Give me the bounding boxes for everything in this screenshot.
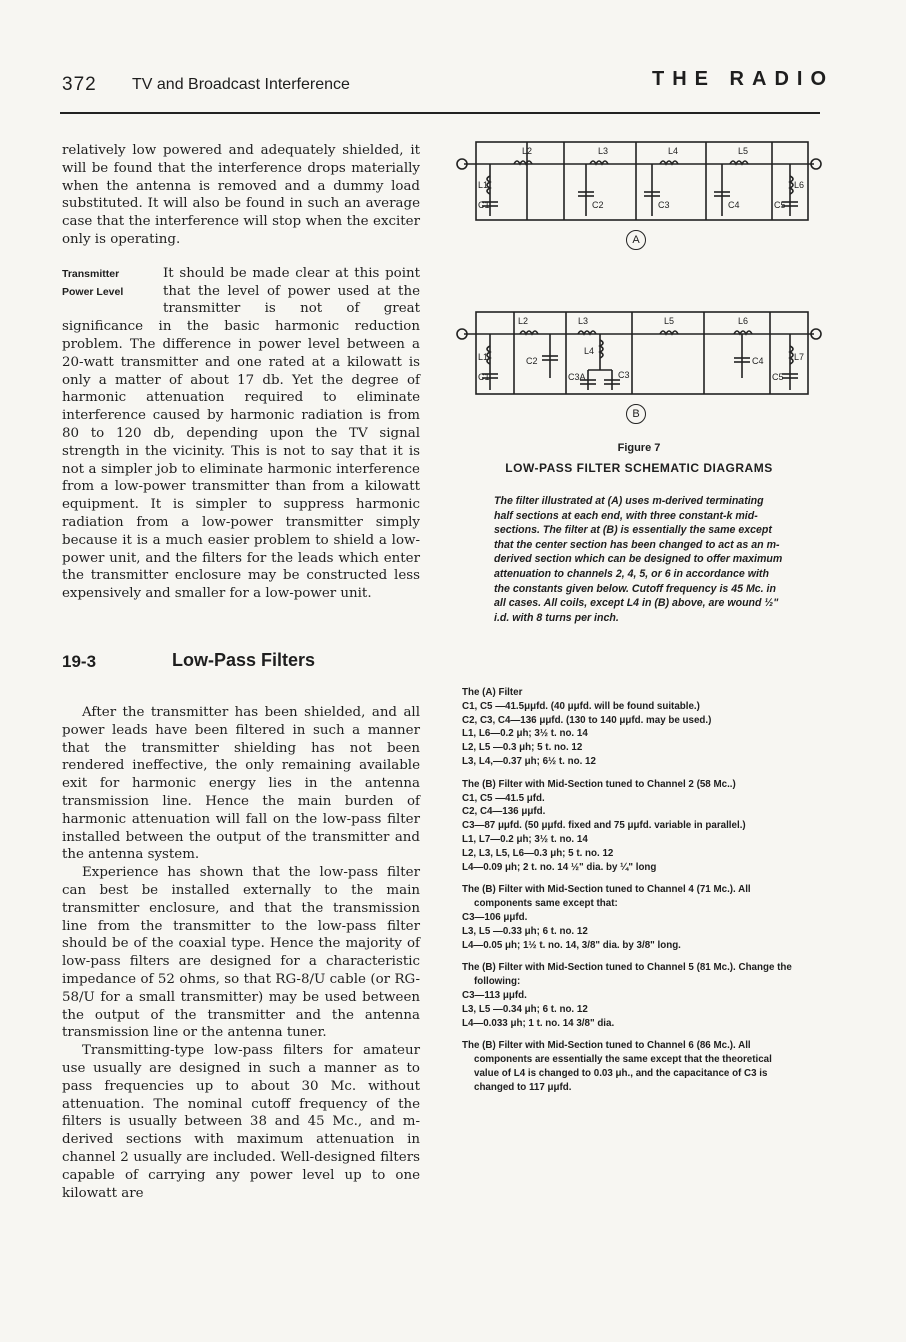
paragraph-cutoff: Transmitting-type low-pass filters for amateur use usually are designed in such a manner as to pass frequencies up to about 30 Mc. without attenuation. The nominal cutoff frequency of the filters is usually between 38 and 45 Mc., and m-derived sections with maximum attenuation in channel 2 usually are included. Well-designed filters capable of carrying any power level up to one kilowatt are bbox=[62, 1043, 420, 1201]
label-c1: C1 bbox=[478, 200, 490, 210]
parts-line: C3—106 μμfd. bbox=[462, 911, 528, 923]
paragraph-shielded: After the transmitter has been shielded, and all power leads have been filtered in such a manner that the transmitter shielding has not been rendered ineffective, the only remaining available exit for harmonic energy lies in the antenna transmission line. Hence the main burden of harmonic attenuation will fall on the low-pass filter installed between the output of the transmitter and the antenna system. bbox=[62, 705, 420, 863]
label-l1: L1 bbox=[478, 352, 489, 362]
parts-heading: The (B) Filter with Mid-Section tuned to Channel 6 (86 Mc.). All components are essentially the same except that the theoretical value of L4 is changed to 0.03 μh., and the capacitance of C3 is changed to 117 μμfd. bbox=[462, 1040, 772, 1093]
parts-line: C2, C4—136 μμfd. bbox=[462, 806, 546, 818]
section-title: Low-Pass Filters bbox=[172, 650, 316, 670]
parts-line: C3—87 μμfd. (50 μμfd. fixed and 75 μμfd. variable in parallel.) bbox=[462, 820, 746, 832]
parts-line: L2, L5 —0.3 μh; 5 t. no. 12 bbox=[462, 742, 583, 754]
diagram-a-label: A bbox=[626, 230, 646, 250]
parts-line: L1, L6—0.2 μh; 3½ t. no. 14 bbox=[462, 728, 588, 740]
parts-block-b-ch4 bbox=[462, 883, 792, 952]
parts-line: L3, L4,—0.37 μh; 6½ t. no. 12 bbox=[462, 755, 596, 767]
sidehead-transmitter-power-level bbox=[62, 265, 157, 309]
label-l5: L5 bbox=[664, 316, 675, 326]
parts-heading: The (B) Filter with Mid-Section tuned to Channel 5 (81 Mc.). Change the following: bbox=[462, 962, 792, 988]
label-c3a: C3A bbox=[568, 372, 586, 382]
parts-line: C1, C5 —41.5μμfd. (40 μμfd. will be found suitable.) bbox=[462, 700, 700, 712]
figure-caption: The filter illustrated at (A) uses m-derived terminating half sections at each end, with three constant-k mid-sections. The filter at (B) is essentially the same except that the center section has been changed to act as an m-derived section which can be designed to offer maximum attenuation to channels 2, 4, 5, or 6 in accordance with the constants given below. Cutoff frequency is 45 Mc. in all cases. All coils, except L4 in (B) above, are wound ½" i.d. with 8 turns per inch. bbox=[494, 495, 783, 624]
parts-line: L4—0.05 μh; 1½ t. no. 14, 3/8" dia. by 3/8" long. bbox=[462, 939, 681, 951]
parts-line: C3—113 μμfd. bbox=[462, 989, 527, 1001]
paragraph-power-level: It should be made clear at this point that the level of power used at the transmitter is not of great significance in the basic harmonic reduction problem. The difference in power level between a 20-watt transmitter and one rated at a kilowatt is only a matter of about 17 db. Yet the degree of harmonic attenuation required to eliminate interference caused by harmonic radiation is from 80 to 120 db, depending upon the TV signal strength in the vicinity. This is not to say that it is not a simpler job to eliminate harmonic interference from a low-power transmitter than from a kilowatt equipment. It is simpler to suppress harmonic radiation from a low-power transmitter simply because it is a much easier problem to shield a low-power unit, and the filters for the leads which enter the transmitter enclosure may be constructed less expensively and smaller for a low-power unit. bbox=[62, 265, 420, 602]
label-c4: C4 bbox=[728, 200, 740, 210]
parts-heading: The (A) Filter bbox=[462, 687, 523, 698]
left-column-bottom bbox=[62, 704, 420, 1202]
sidehead-line: Power Level bbox=[62, 285, 124, 298]
label-l2: L2 bbox=[522, 146, 533, 156]
parts-line: L3, L5 —0.34 μh; 6 t. no. 12 bbox=[462, 1003, 588, 1015]
label-l4: L4 bbox=[584, 346, 595, 356]
label-l6: L6 bbox=[738, 316, 749, 326]
diagram-b-label: B bbox=[626, 404, 646, 424]
label-l2: L2 bbox=[518, 316, 529, 326]
label-l3: L3 bbox=[598, 146, 609, 156]
parts-line: L3, L5 —0.33 μh; 6 t. no. 12 bbox=[462, 925, 588, 937]
label-c4: C4 bbox=[752, 356, 764, 366]
parts-block-b-ch5 bbox=[462, 961, 792, 1030]
label-l6: L6 bbox=[794, 180, 805, 190]
left-column-top bbox=[62, 142, 420, 603]
page-number: 372 bbox=[62, 74, 97, 95]
parts-line: L1, L7—0.2 μh; 3½ t. no. 14 bbox=[462, 833, 588, 845]
label-c3: C3 bbox=[658, 200, 670, 210]
parts-line: L4—0.09 μh; 2 t. no. 14 ½" dia. by ¼" long bbox=[462, 861, 657, 873]
parts-line: L2, L3, L5, L6—0.3 μh; 5 t. no. 12 bbox=[462, 847, 614, 859]
schematic-b-svg bbox=[454, 308, 824, 420]
figure-title: LOW-PASS FILTER SCHEMATIC DIAGRAMS bbox=[505, 461, 773, 475]
parts-heading: The (B) Filter with Mid-Section tuned to Channel 2 (58 Mc..) bbox=[462, 778, 736, 790]
parts-block-b-ch6 bbox=[462, 1039, 792, 1094]
parts-heading: The (B) Filter with Mid-Section tuned to Channel 4 (71 Mc.). All components same except that: bbox=[462, 884, 751, 910]
parts-line: C1, C5 —41.5 μfd. bbox=[462, 792, 545, 804]
parts-block-a bbox=[462, 686, 792, 769]
schematic-diagram-a bbox=[454, 136, 824, 248]
book-title: THE RADIO bbox=[652, 68, 834, 90]
label-c3: C3 bbox=[618, 370, 630, 380]
parts-line: C2, C3, C4—136 μμfd. (130 to 140 μμfd. may be used.) bbox=[462, 714, 712, 726]
paragraph-interference: relatively low powered and adequately shielded, it will be found that the interference drops materially when the antenna is removed and a dummy load substituted. It will also be found in such an average case that the interference will stop when the exciter only is operating. bbox=[62, 143, 420, 247]
parts-block-b-ch2 bbox=[462, 778, 792, 875]
sidehead-line: Transmitter bbox=[62, 267, 120, 280]
label-c2: C2 bbox=[526, 356, 538, 366]
label-l5: L5 bbox=[738, 146, 749, 156]
label-c1: C1 bbox=[478, 372, 490, 382]
label-c5: C5 bbox=[772, 372, 784, 382]
label-l3: L3 bbox=[578, 316, 589, 326]
label-l1: L1 bbox=[478, 180, 489, 190]
paragraph-experience: Experience has shown that the low-pass filter can best be installed externally to the main transmitter enclosure, and that the transmission line from the transmitter to the low-pass filter should be of the coaxial type. Hence the majority of low-pass filters are designed for a characteristic impedance of 52 ohms, so that RG-8/U cable (or RG-58/U for a small transmitter) may be used between the output of the transmitter and the antenna transmission line or the antenna tuner. bbox=[62, 865, 420, 1041]
figure-number: Figure 7 bbox=[617, 442, 661, 454]
label-l4: L4 bbox=[668, 146, 679, 156]
schematic-diagram-b bbox=[454, 308, 824, 420]
parts-line: L4—0.033 μh; 1 t. no. 14 3/8" dia. bbox=[462, 1017, 615, 1029]
parts-list bbox=[462, 686, 792, 1104]
label-c5: C5 bbox=[774, 200, 786, 210]
header-rule bbox=[60, 112, 820, 114]
section-number: 19-3 bbox=[62, 652, 97, 671]
label-l7: L7 bbox=[794, 352, 805, 362]
chapter-title: TV and Broadcast Interference bbox=[132, 76, 350, 93]
label-c2: C2 bbox=[592, 200, 604, 210]
